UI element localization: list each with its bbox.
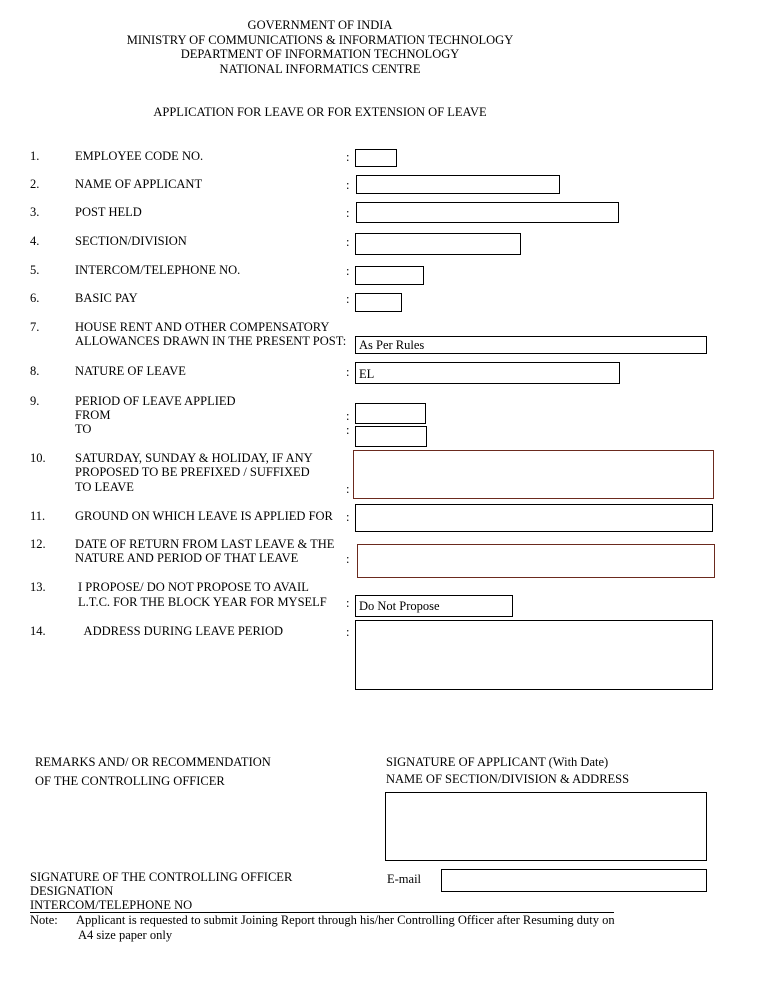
applicant-name-field[interactable]: [356, 175, 560, 194]
colon: :: [346, 510, 350, 524]
item-number: 10.: [30, 451, 46, 465]
item-number: 3.: [30, 205, 40, 219]
ltc-label-line2: L.T.C. FOR THE BLOCK YEAR FOR MYSELF: [78, 595, 327, 609]
colon: :: [346, 235, 350, 249]
ltc-label-line1: I PROPOSE/ DO NOT PROPOSE TO AVAIL: [78, 580, 309, 594]
item-number: 6.: [30, 291, 40, 305]
holiday-field[interactable]: [353, 450, 714, 499]
ltc-value: Do Not Propose: [359, 599, 440, 613]
last-leave-field[interactable]: [357, 544, 715, 578]
item-number: 4.: [30, 234, 40, 248]
last-leave-label-line1: DATE OF RETURN FROM LAST LEAVE & THE: [75, 537, 335, 551]
item-number: 5.: [30, 263, 40, 277]
employee-code-field[interactable]: [355, 149, 397, 167]
allowances-label-line2: ALLOWANCES DRAWN IN THE PRESENT POST:: [75, 334, 347, 348]
remarks-heading-line2: OF THE CONTROLLING OFFICER: [35, 774, 225, 788]
email-field[interactable]: [441, 869, 707, 892]
post-held-field[interactable]: [356, 202, 619, 223]
leave-address-field[interactable]: [355, 620, 713, 690]
telephone-field[interactable]: [355, 266, 424, 285]
controlling-officer-telephone-label: INTERCOM/TELEPHONE NO: [30, 898, 193, 912]
colon: :: [346, 423, 350, 437]
colon: :: [346, 206, 350, 220]
item-number: 8.: [30, 364, 40, 378]
leave-to-field[interactable]: [355, 426, 427, 447]
note-text-line2: A4 size paper only: [78, 928, 173, 942]
remarks-heading-line1: REMARKS AND/ OR RECOMMENDATION: [35, 755, 271, 769]
header-government: GOVERNMENT OF INDIA: [247, 18, 393, 32]
section-division-label: SECTION/DIVISION: [75, 234, 187, 248]
item-number: 13.: [30, 580, 46, 594]
employee-code-label: EMPLOYEE CODE NO.: [75, 149, 204, 163]
post-held-label: POST HELD: [75, 205, 142, 219]
nature-of-leave-field[interactable]: [355, 362, 620, 384]
ltc-field[interactable]: [355, 595, 513, 617]
holiday-label-line2: PROPOSED TO BE PREFIXED / SUFFIXED: [75, 465, 310, 479]
colon: :: [346, 409, 350, 423]
colon: :: [346, 365, 350, 379]
header-department: DEPARTMENT OF INFORMATION TECHNOLOGY: [180, 47, 460, 61]
designation-label: DESIGNATION: [30, 884, 114, 898]
ground-field[interactable]: [355, 504, 713, 532]
section-division-field[interactable]: [355, 233, 521, 255]
item-number: 12.: [30, 537, 46, 551]
ground-label: GROUND ON WHICH LEAVE IS APPLIED FOR: [75, 509, 333, 523]
applicant-section-address-label: NAME OF SECTION/DIVISION & ADDRESS: [386, 772, 630, 786]
item-number: 14.: [30, 624, 46, 638]
applicant-name-label: NAME OF APPLICANT: [75, 177, 203, 191]
nature-of-leave-value: EL: [359, 367, 375, 381]
item-number: 2.: [30, 177, 40, 191]
note-label: Note:: [30, 913, 58, 927]
holiday-label-line1: SATURDAY, SUNDAY & HOLIDAY, IF ANY: [75, 451, 313, 465]
colon: :: [346, 150, 350, 164]
period-label: PERIOD OF LEAVE APPLIED: [75, 394, 236, 408]
leave-from-field[interactable]: [355, 403, 426, 424]
leave-address-label: ADDRESS DURING LEAVE PERIOD: [78, 624, 283, 638]
colon: :: [346, 178, 350, 192]
applicant-signature-label: SIGNATURE OF APPLICANT (With Date): [386, 755, 609, 769]
applicant-address-field[interactable]: [385, 792, 707, 861]
colon: :: [346, 482, 350, 496]
allowances-label-line1: HOUSE RENT AND OTHER COMPENSATORY: [75, 320, 330, 334]
item-number: 7.: [30, 320, 40, 334]
basic-pay-label: BASIC PAY: [75, 291, 138, 305]
item-number: 1.: [30, 149, 40, 163]
period-from-label: FROM: [75, 408, 111, 422]
email-label: E-mail: [387, 872, 422, 886]
period-to-label: TO: [75, 422, 92, 436]
item-number: 11.: [30, 509, 46, 523]
basic-pay-field[interactable]: [355, 293, 402, 312]
nature-of-leave-label: NATURE OF LEAVE: [75, 364, 186, 378]
colon: :: [346, 264, 350, 278]
allowances-field[interactable]: [355, 336, 707, 354]
header-ministry: MINISTRY OF COMMUNICATIONS & INFORMATION TECHNOLOGY: [126, 33, 514, 47]
colon: :: [346, 552, 350, 566]
item-number: 9.: [30, 394, 40, 408]
allowances-value: As Per Rules: [359, 338, 425, 352]
header-nic: NATIONAL INFORMATICS CENTRE: [219, 62, 421, 76]
controlling-officer-signature-label: SIGNATURE OF THE CONTROLLING OFFICER: [30, 870, 293, 884]
last-leave-label-line2: NATURE AND PERIOD OF THAT LEAVE: [75, 551, 299, 565]
note-text-line1: Applicant is requested to submit Joining Report through his/her Controlling Officer after Resuming duty on: [76, 913, 615, 927]
form-title: APPLICATION FOR LEAVE OR FOR EXTENSION OF LEAVE: [153, 105, 487, 119]
colon: :: [346, 625, 350, 639]
telephone-label: INTERCOM/TELEPHONE NO.: [75, 263, 241, 277]
colon: :: [346, 292, 350, 306]
holiday-label-line3: TO LEAVE: [75, 480, 134, 494]
colon: :: [346, 596, 350, 610]
